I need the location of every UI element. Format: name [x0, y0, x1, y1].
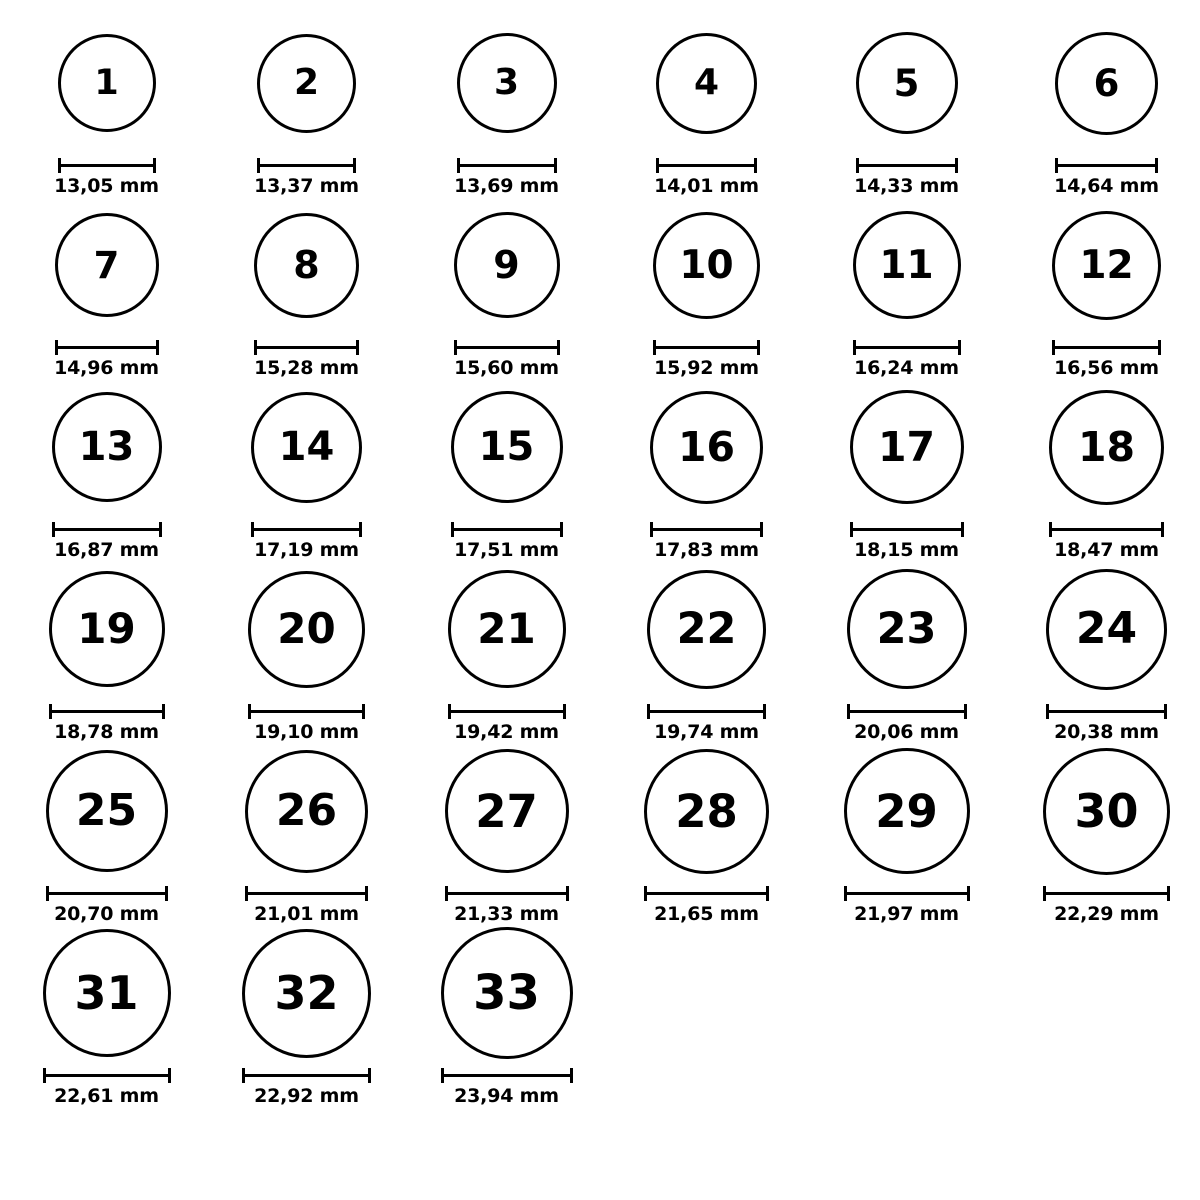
- ring-size-cell[interactable]: [1013, 196, 1200, 378]
- ring-circle-icon: [55, 213, 159, 317]
- ring-circle-wrap: [52, 378, 162, 516]
- ring-size-number: 8: [293, 243, 320, 287]
- ring-circle-icon: [451, 391, 563, 503]
- measure-tick-right: [557, 340, 560, 355]
- ring-circle-wrap: [445, 742, 569, 880]
- ring-size-cell[interactable]: [613, 378, 800, 560]
- ring-size-number: 15: [478, 424, 535, 470]
- measure-tick-right: [362, 704, 365, 719]
- measure-tick-right: [566, 886, 569, 901]
- ring-size-number: 28: [675, 784, 738, 838]
- ring-size-number: 22: [676, 603, 737, 654]
- ring-circle-wrap: [856, 14, 958, 152]
- diameter-measure-bar: [451, 522, 563, 536]
- diameter-measure-bar: [856, 158, 958, 172]
- ring-size-cell[interactable]: [813, 196, 1000, 378]
- ring-circle-wrap: [844, 742, 970, 880]
- measure-line: [49, 710, 165, 713]
- ring-circle-wrap: [448, 560, 566, 698]
- ring-size-number: 14: [278, 424, 335, 470]
- measure-tick-right: [961, 522, 964, 537]
- diameter-label: 18,47 mm: [1054, 539, 1159, 561]
- ring-size-number: 11: [879, 242, 934, 288]
- diameter-label: 15,28 mm: [254, 357, 359, 379]
- ring-size-cell[interactable]: [413, 378, 600, 560]
- ring-circle-icon: [850, 390, 964, 504]
- diameter-label: 13,69 mm: [454, 175, 559, 197]
- measure-tick-right: [162, 704, 165, 719]
- ring-circle-wrap: [248, 560, 365, 698]
- ring-size-number: 20: [277, 604, 336, 653]
- ring-circle-wrap: [850, 378, 964, 516]
- ring-size-number: 2: [293, 62, 320, 103]
- ring-circle-icon: [49, 571, 165, 687]
- ring-size-cell[interactable]: [413, 742, 600, 924]
- measure-line: [242, 1074, 371, 1077]
- diameter-measure-bar: [1052, 340, 1161, 354]
- measure-tick-right: [763, 704, 766, 719]
- ring-size-cell[interactable]: [13, 196, 200, 378]
- measure-line: [1052, 346, 1161, 349]
- measure-line: [251, 528, 362, 531]
- diameter-label: 18,78 mm: [54, 721, 159, 743]
- ring-size-cell[interactable]: [1013, 560, 1200, 742]
- diameter-measure-bar: [454, 340, 560, 354]
- ring-circle-wrap: [43, 924, 171, 1062]
- measure-tick-right: [368, 1068, 371, 1083]
- ring-size-cell[interactable]: [213, 742, 400, 924]
- diameter-label: 17,83 mm: [654, 539, 759, 561]
- ring-size-row: [0, 560, 1200, 742]
- measure-line: [1049, 528, 1164, 531]
- measure-line: [58, 164, 156, 167]
- measure-tick-right: [1158, 340, 1161, 355]
- ring-circle-icon: [254, 213, 359, 318]
- ring-size-cell[interactable]: [1013, 742, 1200, 924]
- measure-tick-right: [165, 886, 168, 901]
- diameter-label: 22,61 mm: [54, 1085, 159, 1107]
- diameter-measure-bar: [847, 704, 967, 718]
- ring-size-cell[interactable]: [13, 742, 200, 924]
- measure-line: [853, 346, 961, 349]
- diameter-label: 21,01 mm: [254, 903, 359, 925]
- ring-circle-wrap: [245, 742, 368, 880]
- diameter-label: 18,15 mm: [854, 539, 959, 561]
- diameter-measure-bar: [1055, 158, 1158, 172]
- diameter-measure-bar: [1046, 704, 1167, 718]
- diameter-label: 21,33 mm: [454, 903, 559, 925]
- measure-line: [257, 164, 356, 167]
- ring-size-number: 24: [1075, 603, 1138, 654]
- measure-tick-right: [760, 522, 763, 537]
- diameter-measure-bar: [245, 886, 368, 900]
- ring-size-cell[interactable]: [213, 560, 400, 742]
- diameter-measure-bar: [1049, 522, 1164, 536]
- measure-line: [457, 164, 557, 167]
- diameter-measure-bar: [647, 704, 766, 718]
- diameter-label: 21,65 mm: [654, 903, 759, 925]
- diameter-measure-bar: [251, 522, 362, 536]
- measure-line: [656, 164, 757, 167]
- ring-size-number: 25: [75, 785, 138, 836]
- diameter-label: 16,24 mm: [854, 357, 959, 379]
- diameter-measure-bar: [1043, 886, 1170, 900]
- ring-size-number: 9: [493, 243, 520, 287]
- ring-circle-icon: [454, 212, 560, 318]
- measure-tick-right: [365, 886, 368, 901]
- ring-size-cell[interactable]: [813, 14, 1000, 196]
- diameter-label: 19,42 mm: [454, 721, 559, 743]
- measure-tick-right: [955, 158, 958, 173]
- measure-tick-right: [958, 340, 961, 355]
- ring-size-cell[interactable]: [213, 14, 400, 196]
- measure-line: [445, 892, 569, 895]
- measure-line: [441, 1074, 573, 1077]
- ring-circle-wrap: [451, 378, 563, 516]
- diameter-label: 14,01 mm: [654, 175, 759, 197]
- measure-line: [245, 892, 368, 895]
- ring-circle-icon: [1046, 569, 1167, 690]
- ring-size-cell[interactable]: [413, 14, 600, 196]
- ring-size-number: 33: [473, 965, 540, 1021]
- diameter-measure-bar: [52, 522, 162, 536]
- ring-size-cell[interactable]: [613, 742, 800, 924]
- ring-circle-wrap: [647, 560, 766, 698]
- measure-line: [1055, 164, 1158, 167]
- ring-circle-wrap: [46, 742, 168, 880]
- measure-tick-right: [560, 522, 563, 537]
- ring-circle-wrap: [49, 560, 165, 698]
- measure-line: [52, 528, 162, 531]
- ring-circle-icon: [52, 392, 162, 502]
- ring-size-cell[interactable]: [13, 924, 200, 1106]
- ring-circle-icon: [457, 33, 557, 133]
- diameter-label: 22,92 mm: [254, 1085, 359, 1107]
- measure-tick-right: [964, 704, 967, 719]
- measure-tick-right: [159, 522, 162, 537]
- ring-circle-icon: [650, 391, 763, 504]
- measure-line: [451, 528, 563, 531]
- measure-line: [454, 346, 560, 349]
- ring-circle-icon: [847, 569, 967, 689]
- ring-circle-wrap: [251, 378, 362, 516]
- ring-size-cell[interactable]: [13, 14, 200, 196]
- ring-circle-icon: [445, 749, 569, 873]
- ring-circle-wrap: [1046, 560, 1167, 698]
- ring-size-cell[interactable]: [813, 378, 1000, 560]
- diameter-measure-bar: [656, 158, 757, 172]
- measure-tick-right: [1155, 158, 1158, 173]
- measure-tick-right: [967, 886, 970, 901]
- ring-circle-wrap: [55, 196, 159, 334]
- ring-circle-wrap: [1055, 14, 1158, 152]
- ring-circle-wrap: [58, 14, 156, 152]
- diameter-label: 14,64 mm: [1054, 175, 1159, 197]
- ring-size-number: 1: [94, 62, 119, 103]
- ring-size-number: 29: [875, 784, 938, 838]
- ring-size-number: 32: [274, 966, 339, 1020]
- measure-tick-right: [563, 704, 566, 719]
- ring-size-cell[interactable]: [413, 924, 600, 1106]
- ring-circle-icon: [644, 749, 769, 874]
- ring-circle-icon: [43, 929, 171, 1057]
- ring-size-number: 17: [877, 422, 936, 471]
- ring-size-number: 18: [1077, 422, 1136, 471]
- ring-circle-icon: [856, 32, 958, 134]
- measure-line: [850, 528, 964, 531]
- measure-line: [448, 710, 566, 713]
- ring-circle-wrap: [1049, 378, 1164, 516]
- diameter-label: 20,38 mm: [1054, 721, 1159, 743]
- diameter-measure-bar: [844, 886, 970, 900]
- diameter-label: 15,92 mm: [654, 357, 759, 379]
- measure-line: [248, 710, 365, 713]
- ring-size-cell[interactable]: [413, 560, 600, 742]
- ring-size-cell[interactable]: [13, 560, 200, 742]
- diameter-label: 23,94 mm: [454, 1085, 559, 1107]
- diameter-label: 13,05 mm: [54, 175, 159, 197]
- measure-line: [1043, 892, 1170, 895]
- diameter-label: 21,97 mm: [854, 903, 959, 925]
- diameter-measure-bar: [650, 522, 763, 536]
- ring-circle-wrap: [644, 742, 769, 880]
- ring-circle-icon: [245, 750, 368, 873]
- measure-tick-right: [766, 886, 769, 901]
- diameter-measure-bar: [49, 704, 165, 718]
- measure-tick-right: [554, 158, 557, 173]
- diameter-measure-bar: [644, 886, 769, 900]
- measure-tick-right: [754, 158, 757, 173]
- diameter-measure-bar: [445, 886, 569, 900]
- ring-size-cell[interactable]: [1013, 378, 1200, 560]
- diameter-label: 13,37 mm: [254, 175, 359, 197]
- ring-size-number: 12: [1079, 242, 1134, 288]
- ring-circle-icon: [1055, 32, 1158, 135]
- ring-circle-wrap: [653, 196, 760, 334]
- ring-size-number: 3: [493, 62, 520, 103]
- ring-size-cell[interactable]: [13, 378, 200, 560]
- ring-circle-wrap: [257, 14, 356, 152]
- ring-circle-icon: [257, 34, 356, 133]
- measure-tick-right: [156, 340, 159, 355]
- diameter-measure-bar: [448, 704, 566, 718]
- ring-size-row: [0, 378, 1200, 560]
- ring-circle-wrap: [457, 14, 557, 152]
- diameter-label: 17,51 mm: [454, 539, 559, 561]
- ring-size-number: 6: [1093, 61, 1120, 105]
- ring-size-number: 16: [677, 422, 736, 471]
- ring-circle-icon: [441, 927, 573, 1059]
- diameter-label: 17,19 mm: [254, 539, 359, 561]
- ring-circle-wrap: [853, 196, 961, 334]
- ring-size-number: 5: [893, 61, 920, 105]
- ring-circle-wrap: [1043, 742, 1170, 880]
- ring-circle-icon: [844, 748, 970, 874]
- measure-line: [653, 346, 760, 349]
- diameter-label: 14,96 mm: [54, 357, 159, 379]
- ring-circle-icon: [647, 570, 766, 689]
- ring-size-cell[interactable]: [213, 924, 400, 1106]
- ring-circle-icon: [1049, 390, 1164, 505]
- measure-line: [55, 346, 159, 349]
- measure-line: [847, 710, 967, 713]
- measure-line: [856, 164, 958, 167]
- measure-line: [644, 892, 769, 895]
- measure-tick-right: [1161, 522, 1164, 537]
- ring-size-number: 19: [77, 604, 136, 653]
- ring-size-cell[interactable]: [413, 196, 600, 378]
- ring-circle-icon: [242, 929, 371, 1058]
- measure-tick-right: [757, 340, 760, 355]
- measure-tick-right: [153, 158, 156, 173]
- ring-size-number: 21: [477, 604, 536, 653]
- diameter-label: 20,06 mm: [854, 721, 959, 743]
- measure-tick-right: [359, 522, 362, 537]
- ring-size-cell[interactable]: [1013, 14, 1200, 196]
- ring-size-cell[interactable]: [813, 560, 1000, 742]
- ring-size-number: 7: [93, 243, 120, 287]
- ring-size-cell[interactable]: [613, 560, 800, 742]
- ring-size-number: 30: [1074, 784, 1139, 838]
- ring-circle-icon: [58, 34, 156, 132]
- diameter-measure-bar: [248, 704, 365, 718]
- ring-size-cell[interactable]: [813, 742, 1000, 924]
- ring-circle-icon: [1043, 748, 1170, 875]
- diameter-measure-bar: [43, 1068, 171, 1082]
- ring-size-row: [0, 14, 1200, 196]
- diameter-measure-bar: [441, 1068, 573, 1082]
- diameter-measure-bar: [850, 522, 964, 536]
- ring-circle-wrap: [242, 924, 371, 1062]
- ring-circle-wrap: [1052, 196, 1161, 334]
- diameter-label: 14,33 mm: [854, 175, 959, 197]
- ring-circle-wrap: [847, 560, 967, 698]
- diameter-measure-bar: [55, 340, 159, 354]
- diameter-label: 20,70 mm: [54, 903, 159, 925]
- ring-size-number: 13: [78, 424, 135, 470]
- measure-tick-right: [1164, 704, 1167, 719]
- measure-line: [1046, 710, 1167, 713]
- ring-size-row: [0, 196, 1200, 378]
- ring-size-number: 27: [475, 784, 538, 838]
- ring-size-cell[interactable]: [213, 378, 400, 560]
- ring-circle-icon: [653, 212, 760, 319]
- measure-tick-right: [356, 340, 359, 355]
- measure-line: [844, 892, 970, 895]
- ring-size-number: 4: [693, 62, 720, 103]
- measure-line: [46, 892, 168, 895]
- diameter-label: 16,87 mm: [54, 539, 159, 561]
- diameter-label: 19,10 mm: [254, 721, 359, 743]
- ring-circle-wrap: [254, 196, 359, 334]
- ring-circle-wrap: [441, 924, 573, 1062]
- ring-circle-icon: [46, 750, 168, 872]
- diameter-label: 22,29 mm: [1054, 903, 1159, 925]
- ring-size-row: [0, 742, 1200, 924]
- measure-tick-right: [353, 158, 356, 173]
- diameter-measure-bar: [853, 340, 961, 354]
- ring-circle-wrap: [454, 196, 560, 334]
- diameter-label: 16,56 mm: [1054, 357, 1159, 379]
- ring-circle-icon: [1052, 211, 1161, 320]
- ring-size-number: 31: [74, 966, 139, 1020]
- measure-line: [254, 346, 359, 349]
- diameter-measure-bar: [46, 886, 168, 900]
- measure-tick-right: [168, 1068, 171, 1083]
- diameter-label: 15,60 mm: [454, 357, 559, 379]
- ring-circle-wrap: [656, 14, 757, 152]
- ring-circle-icon: [656, 33, 757, 134]
- measure-tick-right: [1167, 886, 1170, 901]
- ring-circle-icon: [251, 392, 362, 503]
- ring-circle-icon: [853, 211, 961, 319]
- ring-size-grid: [0, 14, 1200, 1106]
- ring-size-cell[interactable]: [213, 196, 400, 378]
- diameter-measure-bar: [254, 340, 359, 354]
- measure-tick-right: [570, 1068, 573, 1083]
- ring-size-row: [0, 924, 1200, 1106]
- ring-circle-wrap: [650, 378, 763, 516]
- ring-size-cell[interactable]: [613, 196, 800, 378]
- ring-circle-icon: [248, 571, 365, 688]
- ring-size-number: 23: [876, 603, 937, 654]
- ring-size-number: 26: [275, 785, 338, 836]
- diameter-measure-bar: [257, 158, 356, 172]
- ring-size-cell[interactable]: [613, 14, 800, 196]
- measure-line: [650, 528, 763, 531]
- diameter-measure-bar: [58, 158, 156, 172]
- diameter-measure-bar: [242, 1068, 371, 1082]
- measure-line: [43, 1074, 171, 1077]
- diameter-measure-bar: [457, 158, 557, 172]
- ring-size-number: 10: [679, 242, 734, 288]
- measure-line: [647, 710, 766, 713]
- diameter-measure-bar: [653, 340, 760, 354]
- ring-circle-icon: [448, 570, 566, 688]
- diameter-label: 19,74 mm: [654, 721, 759, 743]
